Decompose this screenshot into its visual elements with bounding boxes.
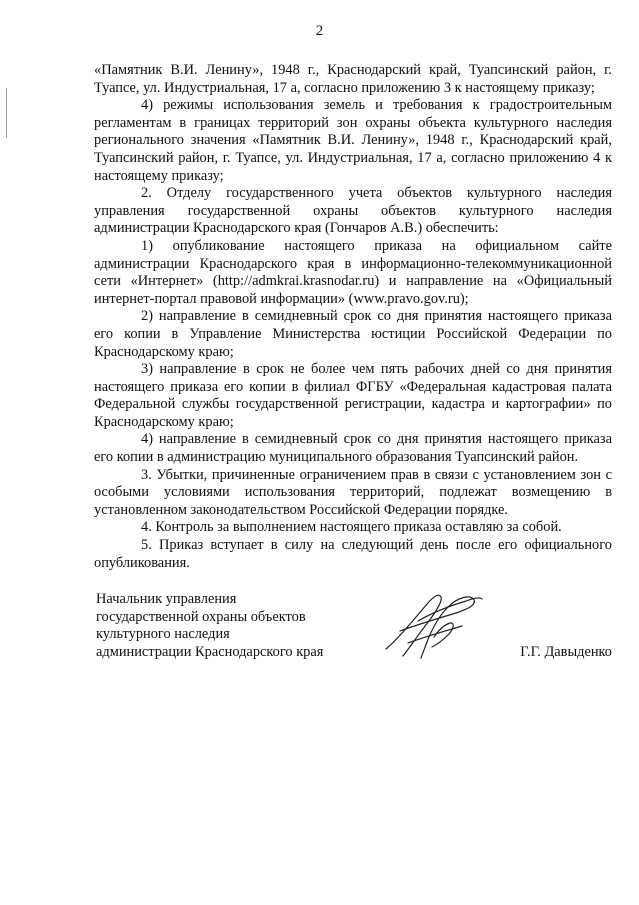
signatory-name: Г.Г. Давыденко [520, 643, 612, 660]
paragraph-item-2-3: 3) направление в срок не более чем пять рабочих дней со дня принятия настоящего приказа его копии в филиал ФГБУ «Федеральная кадастровая палата Федеральной службы государственной регистрации, кадастра и картографии» по Краснодарскому краю; [94, 361, 612, 430]
handwritten-signature [378, 585, 488, 663]
signatory-title [96, 591, 396, 661]
paragraph-item-2-4: 4) направление в семидневный срок со дня принятия настоящего приказа его копии в администрацию муниципального образования Туапсинский район. [94, 431, 612, 466]
paragraph-item-1-4: 4) режимы использования земель и требования к градостроительным регламентам в границах территорий зон охраны объекта культурного наследия регионального значения «Памятник В.И. Ленину», 1948 г., Краснодарский край, Туапсинский район, г. Туапсе, ул. Индустриальная, 17 а, согласно приложению 4 к настоящему приказу; [94, 97, 612, 184]
signatory-title-line: администрации Краснодарского края [96, 643, 324, 660]
paragraph-item-4: 4. Контроль за выполнением настоящего приказа оставляю за собой. [141, 519, 562, 536]
paragraph-item-2: 2. Отделу государственного учета объектов культурного наследия управления государственной охраны объектов культурного наследия администрации Краснодарского края (Гончаров А.В.) обеспечить: [94, 185, 612, 237]
signatory-title-line: государственной охраны объектов [96, 608, 306, 625]
signature-block [96, 591, 612, 671]
page-number: 2 [315, 23, 324, 39]
paragraph-item-5: 5. Приказ вступает в силу на следующий день после его официального опубликования. [94, 537, 612, 571]
paragraph-continuation: «Памятник В.И. Ленину», 1948 г., Краснодарский край, Туапсинский район, г. Туапсе, ул. Индустриальная, 17 а, согласно приложению 3 к настоящему приказу; [94, 62, 612, 96]
document-body [94, 62, 612, 572]
paragraph-item-2-1: 1) опубликование настоящего приказа на официальном сайте администрации Краснодарского края в информационно-телекоммуникационной сети «Интернет» (http://admkrai.krasnodar.ru) и направление на «Официальный интернет-портал правовой информации» (www.pravo.gov.ru); [94, 237, 612, 307]
paragraph-item-2-2: 2) направление в семидневный срок со дня принятия настоящего приказа его копии в Управление Министерства юстиции Российской Федерации по Краснодарскому краю; [94, 308, 612, 360]
signatory-title-line: Начальник управления [96, 591, 237, 607]
signatory-title-line: культурного наследия [96, 626, 230, 643]
margin-scan-mark [6, 88, 7, 138]
paragraph-item-3: 3. Убытки, причиненные ограничением прав в связи с установлением зон с особыми условиями использования территорий, подлежат возмещению в установленном законодательством Российской Федерации порядке. [94, 466, 612, 518]
